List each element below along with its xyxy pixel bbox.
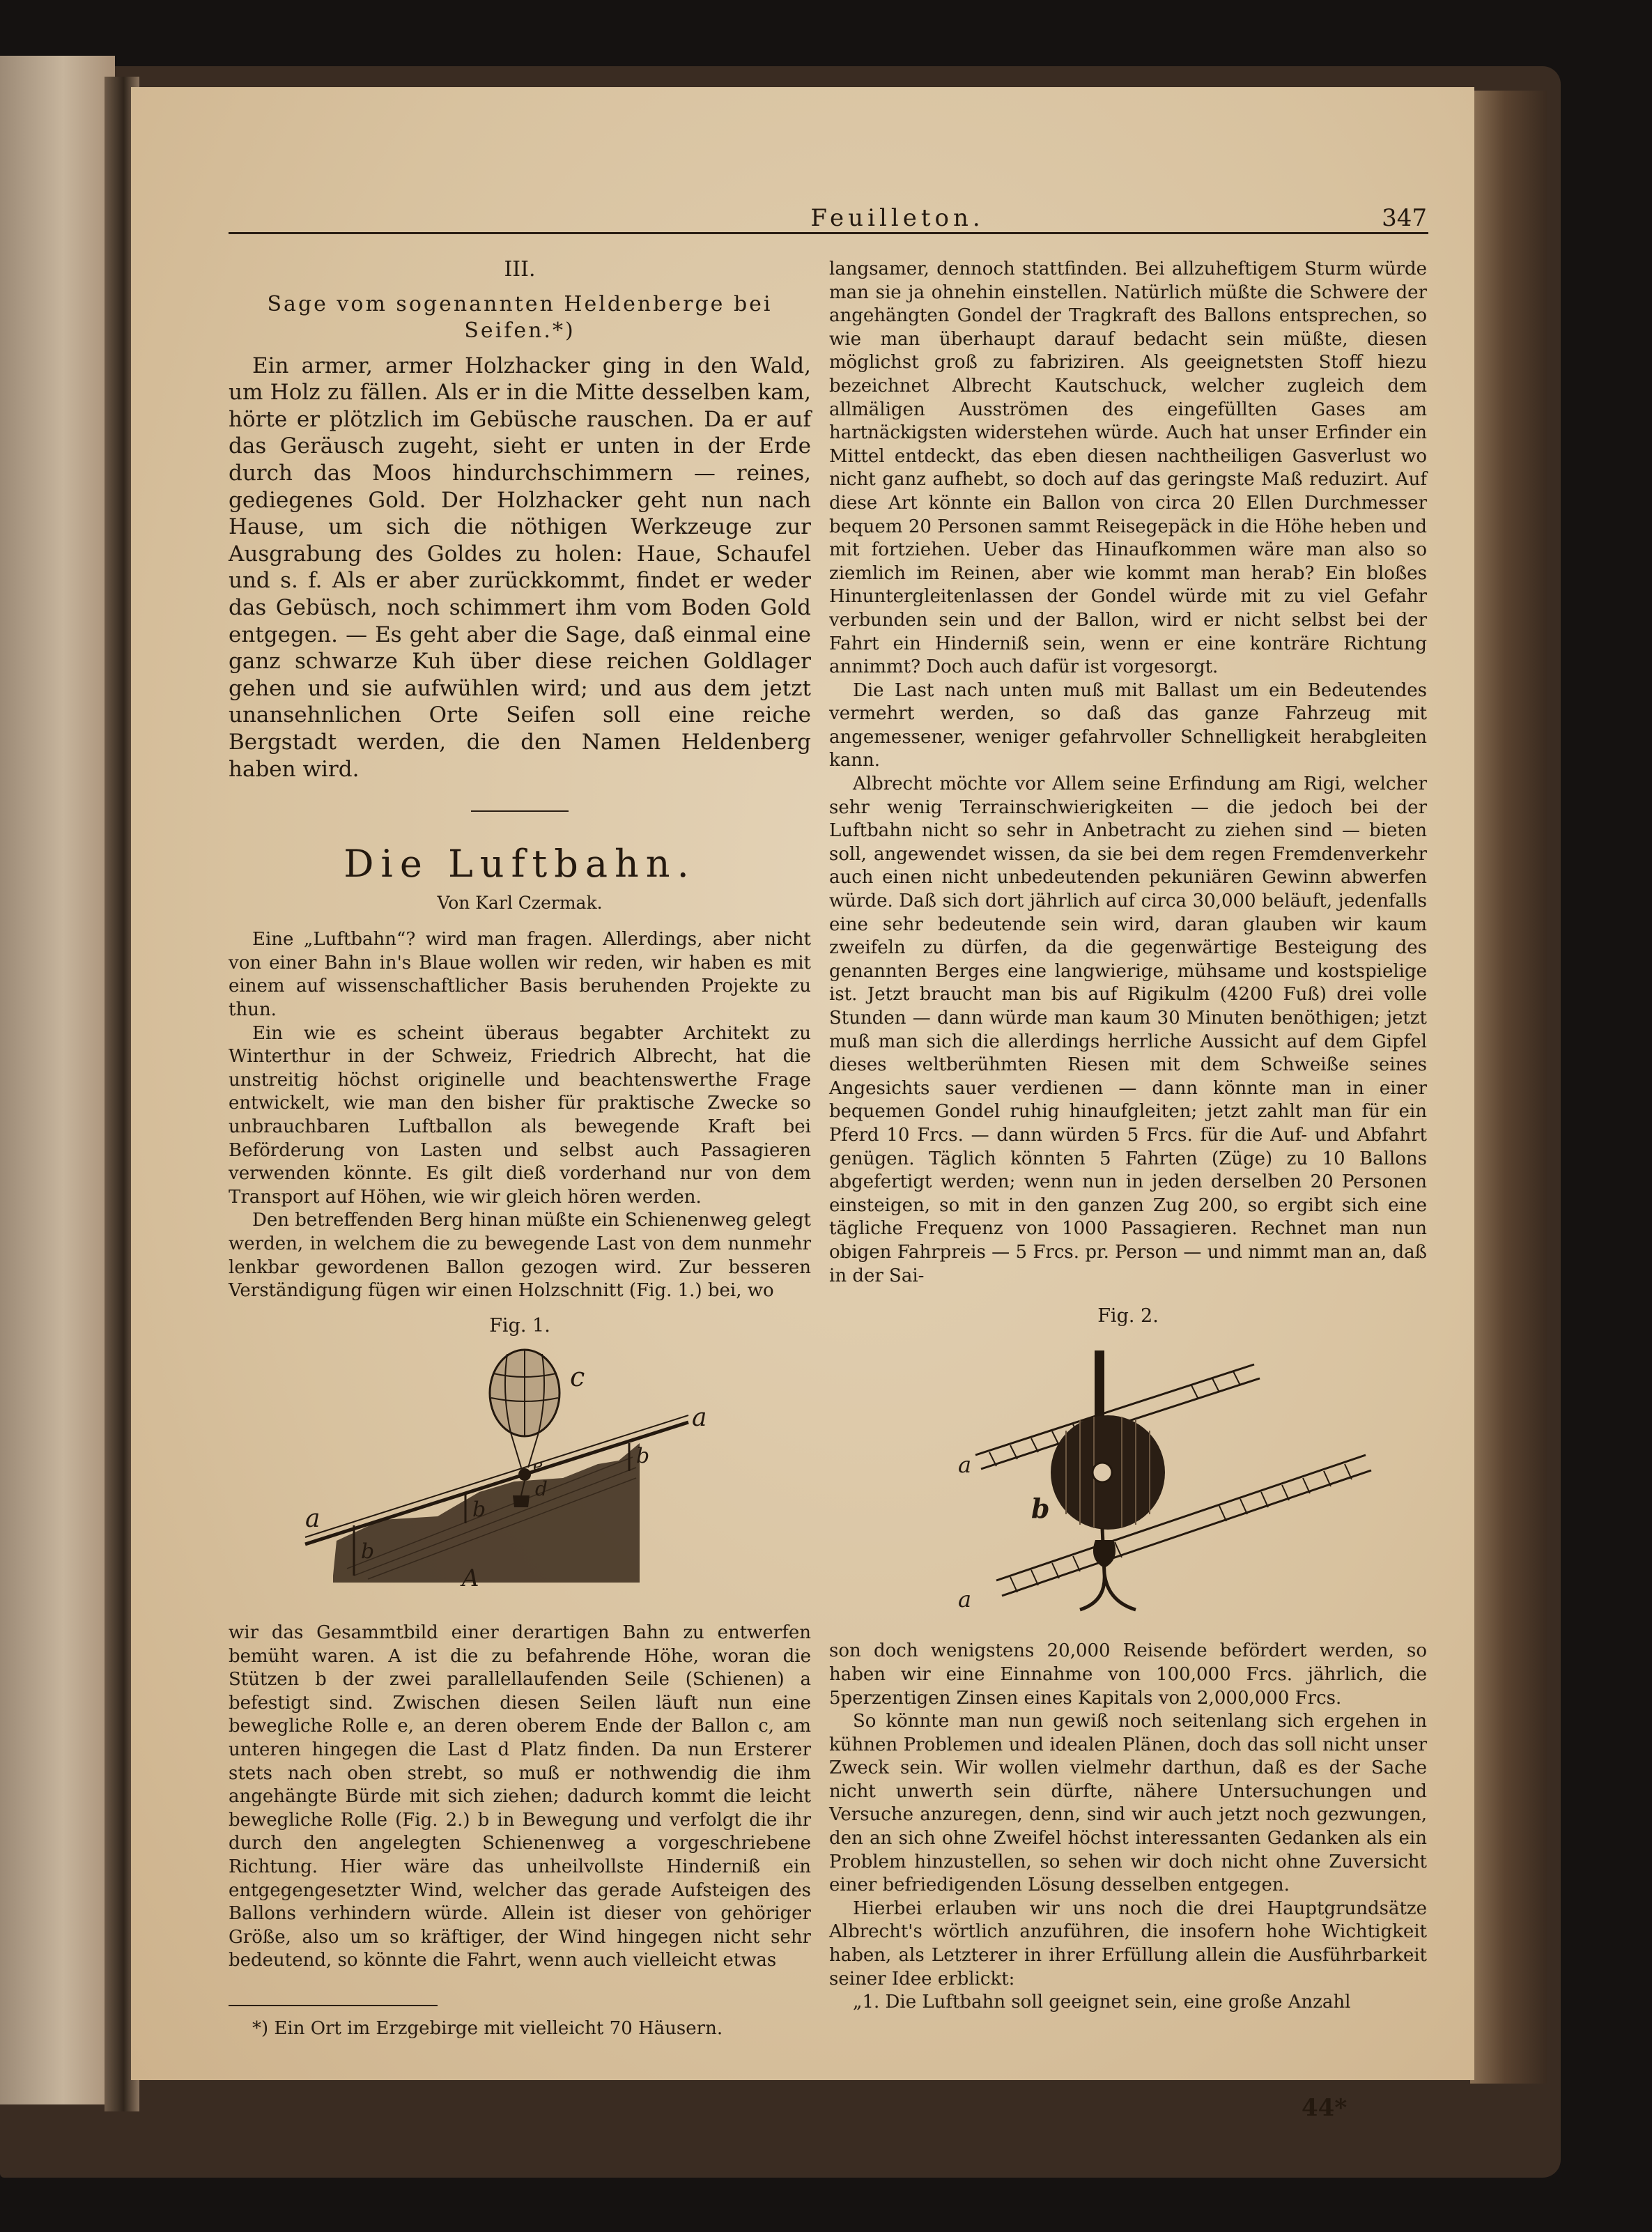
fig1-letter-a-left: a (305, 1504, 321, 1534)
pulley (518, 1468, 531, 1481)
page (131, 87, 1474, 2122)
figure-1-illustration (229, 1346, 811, 1610)
legend-text: Ein armer, armer Holzhacker ging in den Wald, um Holz zu fällen. Als er in die Mitte desselben kam, hörte er plötzlich im Gebüsche rauschen. Da er auf das Geräusch zugeht, sieht er unten in der Erde durch das Moos hindurchschimmern — reines, gediegenes Gold. Der Holzhacker geht nun nach Hause, um sich die nöthigen Werkzeuge zur Ausgrabung des Goldes zu holen: Haue, Schaufel und s. f. Als er aber zurückkommt, findet er weder das Gebüsch, noch schimmert ihm vom Boden Gold entgegen. — Es geht aber die Sage, daß einmal eine ganz schwarze Kuh über diese reichen Goldlager gehen und sie aufwühlen wird; und aus dem jetzt unansehnlichen Orte Seifen soll eine reiche Bergstadt werden, die den Namen Heldenberg haben wird. (229, 353, 811, 782)
footnote-rule (229, 2005, 438, 2006)
fig1-letter-b-right: b (636, 1444, 650, 1469)
paragraph: Hierbei erlauben wir uns noch die drei Hauptgrundsätze Albrecht's wörtlich anzuführen, die insofern hohe Wichtigkeit haben, als Letzterer in ihrer Erfüllung allein die Ausführbarkeit seiner Idee erblickt: (829, 1898, 1427, 1989)
paragraph: So könnte man nun gewiß noch seitenlang sich ergehen in kühnen Problemen und idealen Plänen, doch das soll nicht unser Zweck sein. Wir wollen vielmehr darthun, daß es der Sache nicht unwerth sein dürfte, nähere Untersuchungen und Versuche anzuregen, denn, sind wir auch jetzt noch gezwungen, den an sich ohne Zweifel höchst interessanten Gedanken als ein Problem hinzustellen, so sehen wir doch nicht ohne Zuversicht einer befriedigenden Lösung desselben entgegen. (829, 1711, 1427, 1896)
page-edge-right (1470, 91, 1547, 2084)
figure-1-label: Fig. 1. (489, 1314, 550, 1337)
footnote: *) Ein Ort im Erzgebirge mit vielleicht 70 Häusern. (252, 2017, 723, 2039)
fig1-letter-a-right: a (692, 1403, 707, 1433)
paragraph: Die Last nach unten muß mit Ballast um ein Bedeutendes vermehrt werden, so daß das ganze Fahrzeug mit angemessener, weniger gefahrvoller Schnelligkeit herabgleiten kann. (829, 679, 1427, 771)
paragraph: Albrecht möchte vor Allem seine Erfindung am Rigi, welcher sehr wenig Terrainschwierigkeiten — die jedoch bei der Luftbahn nicht so sehr in Anbetracht zu ziehen sind — bieten soll, angewendet wissen, da sie bei dem regen Fremdenverkehr auch einen nicht unbedeutenden pekuniären Gewinn abwerfen würde. Daß sich dort jährlich auf circa 30,000 beläuft, jedenfalls eine sehr bedeutende sein wird, daran glauben wir kaum zweifeln zu dürfen, da die gegenwärtige Besteigung des genannten Berges eine langwierige, mühsame und kostspielige ist. Jetzt braucht man bis auf Rigikulm (4200 Fuß) drei volle Stunden — dann würde man kaum 30 Minuten benöthigen; jetzt muß man sich die allerdings herrliche Aussicht auf dem Gipfel dieses weltberühmten Riesen mit dem Schweiße seines Angesichts sauer verdienen — dann könnte man in einer bequemen Gondel ruhig hinaufgleiten; jetzt zahlt man für ein Pferd 10 Frcs. — dann würden 5 Frcs. für die Auf- und Abfahrt genügen. Täglich könnten 5 Fahrten (Züge) zu 10 Ballons abgefertigt werden; wenn nun in jeden derselben 20 Personen einsteigen, so mit in den ganzen Zug 200, so ergibt sich eine tägliche Frequenz von 1000 Passagieren. Rechnet man nun obigen Fahrpreis — 5 Frcs. pr. Person — und nimmt man an, daß in der Sai- (829, 773, 1427, 1286)
left-column (229, 258, 811, 2040)
load (513, 1495, 530, 1507)
right-column (829, 258, 1427, 2015)
paragraph: „1. Die Luftbahn soll geeignet sein, eine große Anzahl (853, 1992, 1351, 2013)
fig1-letter-b-left: b (361, 1539, 375, 1564)
paragraph: langsamer, dennoch stattfinden. Bei allzuheftigem Sturm würde man sie ja ohnehin einstellen. Natürlich müßte die Schwere der angehängten Gondel der Tragkraft des Ballons entsprechen, so wie man überhaupt darauf bedacht sein müßte, diesen möglichst groß zu fabriziren. Als geeignetsten Stoff hiezu bezeichnet Albrecht Kautschuck, welcher zugleich dem allmäligen Ausströmen des eingefüllten Gases am hartnäckigsten widerstehen würde. Auch hat unser Erfinder ein Mittel entdeckt, das eben diesen nachtheiligen Gasverlust wo nicht ganz aufhebt, so doch auf das geringste Maß reduzirt. Auf diese Art könnte ein Ballon von circa 20 Ellen Durchmesser bequem 20 Personen sammt Reisegepäck in die Höhe heben und mit fortziehen. Ueber das Hinaufkommen wäre man also so ziemlich im Reinen, aber wie kommt man herab? Ein bloßes Hinuntergleitenlassen der Gondel würde mit zu viel Gefahr verbunden sein und der Ballon, wird er nicht selbst bei der Fahrt ein Hinderniß sein, wenn er eine konträre Richtung annimmt? Doch auch dafür ist vorgesorgt. (829, 259, 1427, 678)
paragraph: wir das Gesammtbild einer derartigen Bahn zu entwerfen bemüht waren. A ist die zu befahrende Höhe, woran die Stützen b der zwei parallellaufenden Seile (Schienen) a befestigt sind. Zwischen diesen Seilen läuft nun eine bewegliche Rolle e, an deren oberem Ende der Ballon c, am unteren hingegen die Last d Platz finden. Da nun Ersterer stets nach oben strebt, so muß er nothwendig die ihm angehängte Bürde mit sich ziehen; dadurch kommt die leicht bewegliche Rolle (Fig. 2.) b in Bewegung und verfolgt die ihr durch den angelegten Schienenweg a vorgeschriebene Richtung. Hier wäre das unheilvollste Hinderniß ein entgegengesetzter Wind, welcher das gerade Aufsteigen des Ballons verhindern würde. Allein ist dieser von gehöriger Größe, also um so kräftiger, der Wind hingegen nicht sehr bedeutend, so könnte die Fahrt, wenn auch vielleicht etwas (229, 1622, 811, 1971)
paragraph: Ein wie es scheint überaus begabter Architekt zu Winterthur in der Schweiz, Friedrich Albrecht, hat die unstreitig höchst originelle und beachtenswerthe Frage entwickelt, wie man den bisher für praktische Zwecke so unbrauchbaren Luftballon als bewegende Kraft bei Beförderung von Lasten und selbst auch Passagieren verwenden könnte. Es gilt dieß vorderhand nur von dem Transport auf Höhen, wie wir gleich hören werden. (229, 1022, 811, 1208)
figure-2-label: Fig. 2. (1097, 1305, 1159, 1327)
byline: Von Karl Czermak. (437, 892, 603, 913)
mountain-slope (333, 1443, 640, 1583)
paragraph: son doch wenigstens 20,000 Reisende befördert werden, so haben wir eine Einnahme von 100,000 Frcs. jährlich, die 5perzentigen Zinsen eines Kapitals von 2,000,000 Frcs. (829, 1640, 1427, 1709)
header-rule (229, 232, 1428, 234)
figure-2-illustration (829, 1350, 1427, 1629)
signature-mark: 44* (1302, 2094, 1348, 2122)
fig1-letter-A: A (462, 1564, 479, 1593)
fig1-letter-c: c (570, 1362, 585, 1393)
fig2-letter-a-upper: a (958, 1451, 972, 1478)
running-title: Feuilleton. (810, 204, 985, 232)
paragraph: Den betreffenden Berg hinan müßte ein Schienenweg gelegt werden, in welchem die zu bewegende Last von dem nunmehr lenkbar gewordenen Ballon gezogen wird. Zur besseren Verständigung fügen wir einen Holzschnitt (Fig. 1.) bei, wo (229, 1210, 811, 1302)
fig2-letter-a-lower: a (958, 1585, 972, 1613)
fig1-letter-b-middle: b (472, 1498, 486, 1523)
fig2-letter-b: b (1031, 1492, 1050, 1524)
fig1-letter-d: d (535, 1477, 548, 1501)
left-page-edge (0, 56, 115, 2104)
fig1-letter-e: e (533, 1456, 543, 1476)
legend-title: Sage vom sogenannten Heldenberge bei Seifen.*) (267, 291, 773, 343)
article-title: Die Luftbahn. (343, 842, 696, 886)
page-number: 347 (1382, 204, 1427, 232)
section-number: III. (504, 257, 536, 282)
section-divider (471, 810, 569, 812)
paragraph: Eine „Luftbahn“? wird man fragen. Allerdings, aber nicht von einer Bahn in's Blaue wollen wir reden, wir haben es mit einem auf wissenschaftlicher Basis beruhenden Projekte zu thun. (229, 929, 811, 1021)
